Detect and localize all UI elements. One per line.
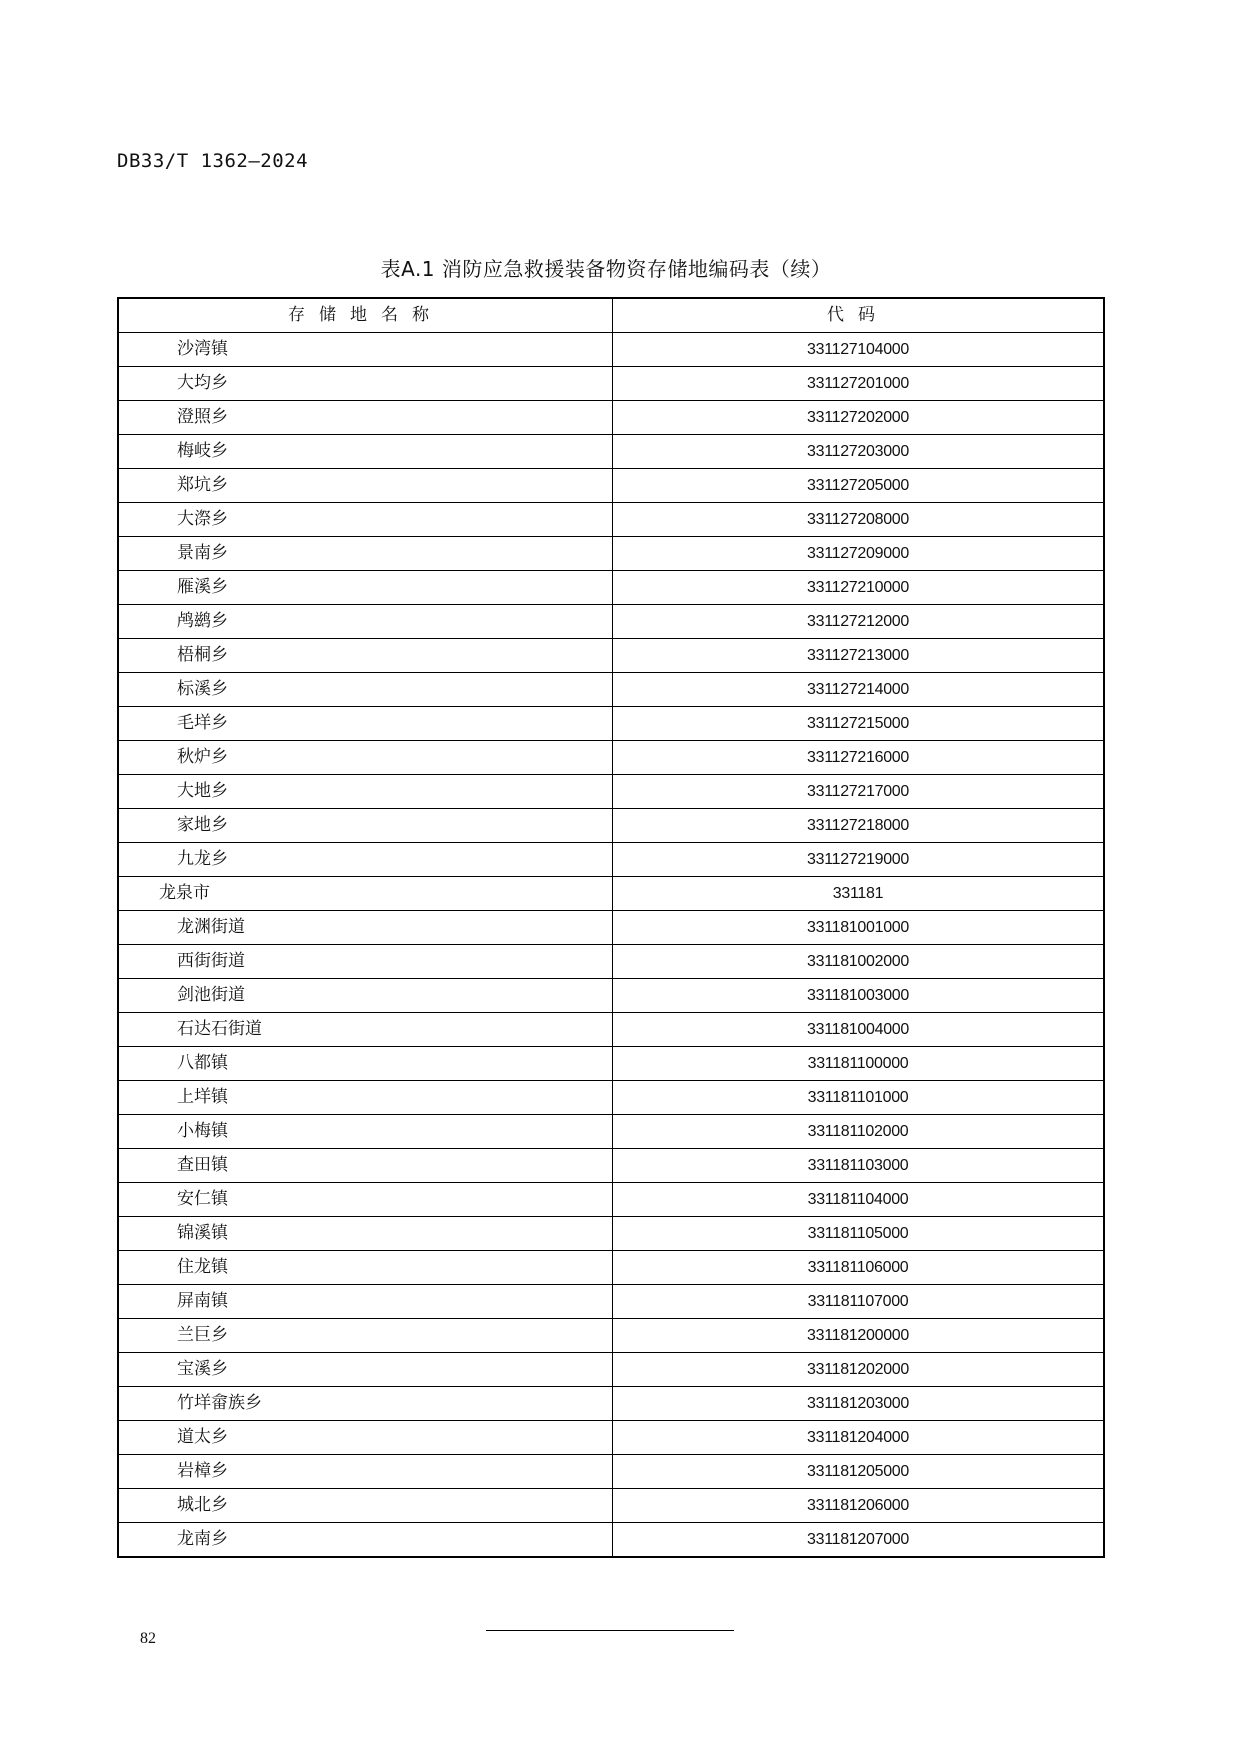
table-row (118, 1047, 1104, 1081)
storage-code-cell: 331181207000 (613, 1523, 1105, 1558)
storage-name-cell: 住龙镇 (118, 1251, 613, 1285)
storage-name-cell: 岩樟乡 (118, 1455, 613, 1489)
storage-name-cell: 八都镇 (118, 1047, 613, 1081)
storage-code-cell: 331127219000 (613, 843, 1105, 877)
table-row (118, 775, 1104, 809)
storage-name-cell: 西街街道 (118, 945, 613, 979)
table-row (118, 741, 1104, 775)
storage-code-cell: 331181204000 (613, 1421, 1105, 1455)
storage-name-cell: 石达石街道 (118, 1013, 613, 1047)
storage-name-cell: 鸬鹚乡 (118, 605, 613, 639)
table-row (118, 911, 1104, 945)
table-row (118, 1455, 1104, 1489)
storage-name-cell: 道太乡 (118, 1421, 613, 1455)
table-title: 表A.1 消防应急救援装备物资存储地编码表（续） (380, 257, 832, 281)
storage-name-cell: 大地乡 (118, 775, 613, 809)
storage-code-cell: 331181002000 (613, 945, 1105, 979)
storage-name-cell: 大漈乡 (118, 503, 613, 537)
storage-code-cell: 331127203000 (613, 435, 1105, 469)
storage-code-cell: 331127201000 (613, 367, 1105, 401)
storage-code-cell: 331181100000 (613, 1047, 1105, 1081)
table-row (118, 809, 1104, 843)
storage-code-cell: 331127209000 (613, 537, 1105, 571)
table-row (118, 673, 1104, 707)
storage-name-cell: 龙南乡 (118, 1523, 613, 1558)
table-row (118, 571, 1104, 605)
storage-name-cell: 宝溪乡 (118, 1353, 613, 1387)
storage-name-cell: 兰巨乡 (118, 1319, 613, 1353)
table-body (118, 333, 1104, 1558)
table-row (118, 537, 1104, 571)
table-header-row (118, 298, 1104, 333)
storage-code-cell: 331181203000 (613, 1387, 1105, 1421)
storage-code-cell: 331127216000 (613, 741, 1105, 775)
storage-code-cell: 331127208000 (613, 503, 1105, 537)
storage-name-cell: 毛垟乡 (118, 707, 613, 741)
table-row (118, 877, 1104, 911)
storage-name-cell: 安仁镇 (118, 1183, 613, 1217)
storage-code-cell: 331181200000 (613, 1319, 1105, 1353)
table-row (118, 435, 1104, 469)
storage-code-cell: 331127212000 (613, 605, 1105, 639)
column-header-code: 代码 (613, 298, 1105, 333)
storage-code-cell: 331127202000 (613, 401, 1105, 435)
storage-code-cell: 331127205000 (613, 469, 1105, 503)
storage-name-cell: 家地乡 (118, 809, 613, 843)
table-row (118, 503, 1104, 537)
storage-code-cell: 331181107000 (613, 1285, 1105, 1319)
storage-code-cell: 331127217000 (613, 775, 1105, 809)
storage-code-cell: 331181206000 (613, 1489, 1105, 1523)
storage-name-cell: 查田镇 (118, 1149, 613, 1183)
table-row (118, 333, 1104, 367)
storage-code-cell: 331127214000 (613, 673, 1105, 707)
document-code: DB33/T 1362—2024 (117, 150, 309, 172)
storage-code-cell: 331127218000 (613, 809, 1105, 843)
table-row (118, 401, 1104, 435)
storage-code-table (117, 297, 1105, 1558)
storage-code-cell: 331127213000 (613, 639, 1105, 673)
storage-name-cell: 上垟镇 (118, 1081, 613, 1115)
table-row (118, 605, 1104, 639)
table-row (118, 1251, 1104, 1285)
storage-name-cell: 景南乡 (118, 537, 613, 571)
table-row (118, 1319, 1104, 1353)
footer-rule (486, 1630, 734, 1631)
storage-name-cell: 梅岐乡 (118, 435, 613, 469)
table-row (118, 1353, 1104, 1387)
storage-name-cell: 澄照乡 (118, 401, 613, 435)
table-row (118, 1013, 1104, 1047)
storage-code-cell: 331127210000 (613, 571, 1105, 605)
storage-code-cell: 331181003000 (613, 979, 1105, 1013)
storage-name-cell: 标溪乡 (118, 673, 613, 707)
storage-name-cell: 秋炉乡 (118, 741, 613, 775)
storage-name-cell: 龙渊街道 (118, 911, 613, 945)
storage-code-cell: 331181202000 (613, 1353, 1105, 1387)
storage-name-cell: 屏南镇 (118, 1285, 613, 1319)
storage-name-cell: 城北乡 (118, 1489, 613, 1523)
table-row (118, 1183, 1104, 1217)
storage-code-cell: 331127215000 (613, 707, 1105, 741)
table-row (118, 979, 1104, 1013)
storage-name-cell: 剑池街道 (118, 979, 613, 1013)
storage-name-cell: 郑坑乡 (118, 469, 613, 503)
table-row (118, 1149, 1104, 1183)
storage-name-cell: 锦溪镇 (118, 1217, 613, 1251)
storage-code-cell: 331181001000 (613, 911, 1105, 945)
storage-code-cell: 331181105000 (613, 1217, 1105, 1251)
storage-code-cell: 331181101000 (613, 1081, 1105, 1115)
table-row (118, 1489, 1104, 1523)
storage-name-cell: 九龙乡 (118, 843, 613, 877)
storage-name-cell: 龙泉市 (118, 877, 613, 911)
page-number: 82 (140, 1630, 156, 1647)
storage-name-cell: 雁溪乡 (118, 571, 613, 605)
table-row (118, 1387, 1104, 1421)
table-row (118, 1115, 1104, 1149)
storage-code-cell: 331181205000 (613, 1455, 1105, 1489)
storage-code-cell: 331181106000 (613, 1251, 1105, 1285)
storage-code-cell: 331127104000 (613, 333, 1105, 367)
storage-code-cell: 331181 (613, 877, 1105, 911)
storage-name-cell: 梧桐乡 (118, 639, 613, 673)
table-row (118, 945, 1104, 979)
storage-name-cell: 大均乡 (118, 367, 613, 401)
table-row (118, 469, 1104, 503)
storage-name-cell: 竹垟畲族乡 (118, 1387, 613, 1421)
table-row (118, 1217, 1104, 1251)
storage-code-cell: 331181103000 (613, 1149, 1105, 1183)
column-header-name: 存储地名称 (118, 298, 613, 333)
storage-name-cell: 沙湾镇 (118, 333, 613, 367)
table-row (118, 1421, 1104, 1455)
table-row (118, 707, 1104, 741)
table-row (118, 1523, 1104, 1558)
storage-code-cell: 331181104000 (613, 1183, 1105, 1217)
storage-code-cell: 331181004000 (613, 1013, 1105, 1047)
table-row (118, 1081, 1104, 1115)
table-row (118, 639, 1104, 673)
table-row (118, 1285, 1104, 1319)
table-row (118, 843, 1104, 877)
storage-name-cell: 小梅镇 (118, 1115, 613, 1149)
storage-code-cell: 331181102000 (613, 1115, 1105, 1149)
table-row (118, 367, 1104, 401)
